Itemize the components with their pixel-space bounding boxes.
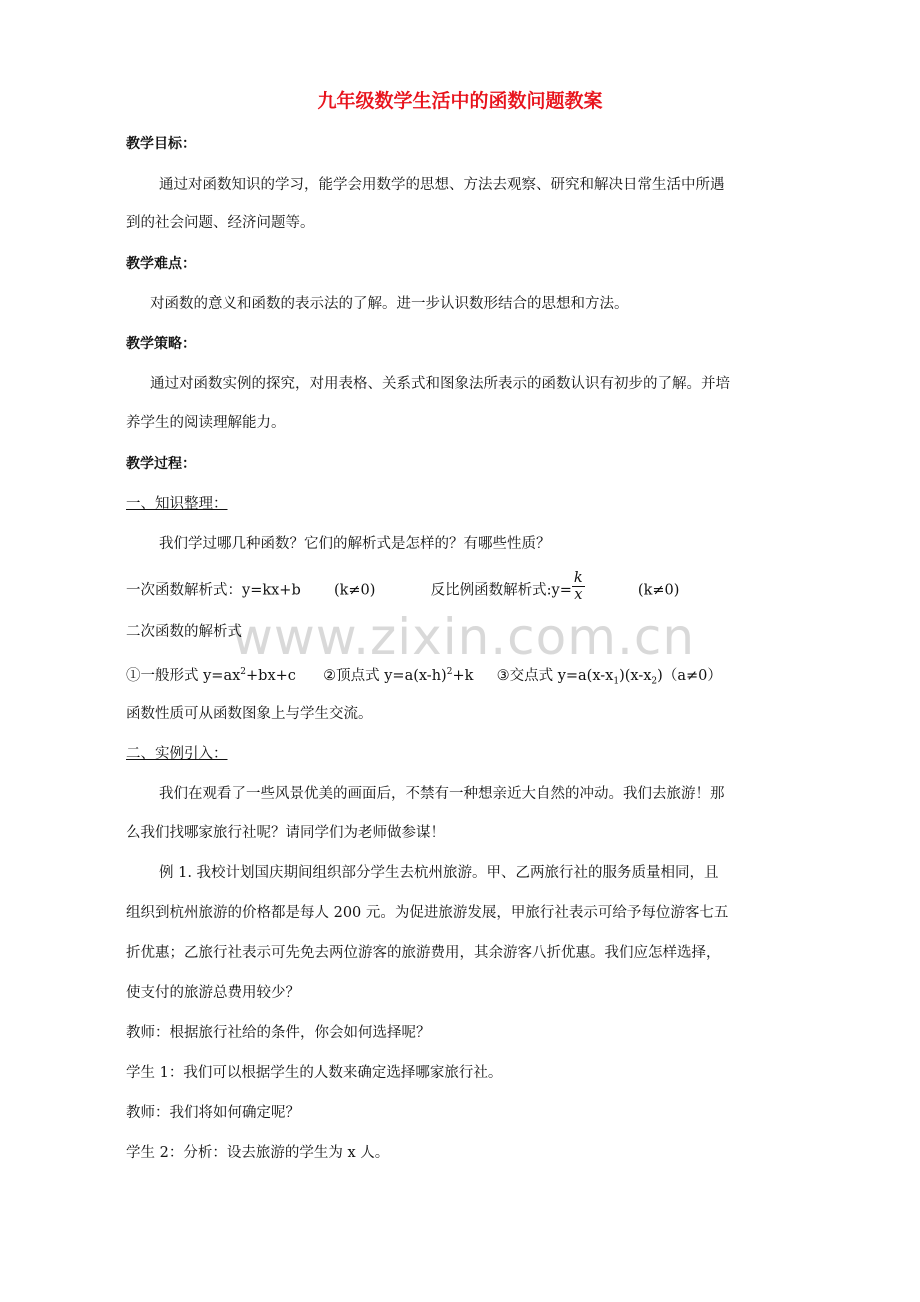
review-question: 我们学过哪几种函数？它们的解析式是怎样的？有哪些性质？ [159,536,551,552]
fraction-denominator: x [574,587,583,603]
fraction-numerator: k [573,570,583,586]
intercept-form-mid: )(x-x [619,667,652,684]
intercept-form-tail: )（a≠0） [657,667,722,684]
inverse-condition: (k≠0) [637,582,680,599]
intro-text-2: 么我们找哪家旅行社呢？请同学们为老师做参谋！ [126,825,445,841]
difficulty-heading: 教学难点： [126,256,196,272]
intercept-form: ③交点式 y=a(x-x [496,667,614,684]
example-text-4: 使支付的旅游总费用较少？ [126,985,300,1001]
formula-line-linear-inverse [126,570,806,603]
vertex-form: ②顶点式 y=a(x-h) [323,667,447,684]
dialogue-student-2: 学生 2：分析：设去旅游的学生为 x 人。 [126,1145,390,1161]
section-example: 二、实例引入： [126,746,228,762]
quadratic-forms [126,662,806,692]
inverse-fraction [572,570,585,603]
inverse-formula: 反比例函数解析式:y= [430,582,572,599]
document-title: 九年级数学生活中的函数问题教案 [317,90,603,112]
strategy-text-1: 通过对函数实例的探究，对用表格、关系式和图象法所表示的函数认识有初步的了解。并培 [150,376,730,392]
linear-condition: (k≠0) [333,582,376,599]
linear-formula: 一次函数解析式：y=kx+b [126,582,301,599]
strategy-heading: 教学策略： [126,336,196,352]
subscript: 1 [613,676,620,687]
subscript: 2 [651,676,658,687]
property-note: 函数性质可从函数图象上与学生交流。 [126,706,373,722]
dialogue-teacher-1: 教师：根据旅行社给的条件，你会如何选择呢？ [126,1025,431,1041]
dialogue-student-1: 学生 1：我们可以根据学生的人数来确定选择哪家旅行社。 [126,1065,503,1081]
watermark: www.zixin.com.cn [232,608,696,666]
strategy-text-2: 养学生的阅读理解能力。 [126,415,286,431]
section-knowledge: 一、知识整理： [126,496,228,512]
process-heading: 教学过程： [126,456,196,472]
vertex-form-tail: +k [452,667,474,684]
goals-text-1: 通过对函数知识的学习，能学会用数学的思想、方法去观察、研究和解决日常生活中所遇 [159,177,725,193]
goals-heading: 教学目标： [126,136,196,152]
intro-text-1: 我们在观看了一些风景优美的画面后，不禁有一种想亲近大自然的冲动。我们去旅游！那 [159,786,725,802]
general-form-tail: +bx+c [246,667,296,684]
general-form: ①一般形式 y=ax [126,667,241,684]
goals-text-2: 到的社会问题、经济问题等。 [126,215,315,231]
exponent: 2 [240,667,247,677]
example-text-3: 折优惠；乙旅行社表示可先免去两位游客的旅游费用，其余游客八折优惠。我们应怎样选择， [126,945,721,961]
example-text-2: 组织到杭州旅游的价格都是每人 200 元。为促进旅游发展，甲旅行社表示可给予每位游客七五 [126,905,729,921]
example-text-1: 例 1. 我校计划国庆期间组织部分学生去杭州旅游。甲、乙两旅行社的服务质量相同，且 [159,865,719,881]
exponent: 2 [446,667,453,677]
quadratic-heading: 二次函数的解析式 [126,624,242,640]
difficulty-text: 对函数的意义和函数的表示法的了解。进一步认识数形结合的思想和方法。 [150,296,629,312]
dialogue-teacher-2: 教师：我们将如何确定呢？ [126,1105,300,1121]
